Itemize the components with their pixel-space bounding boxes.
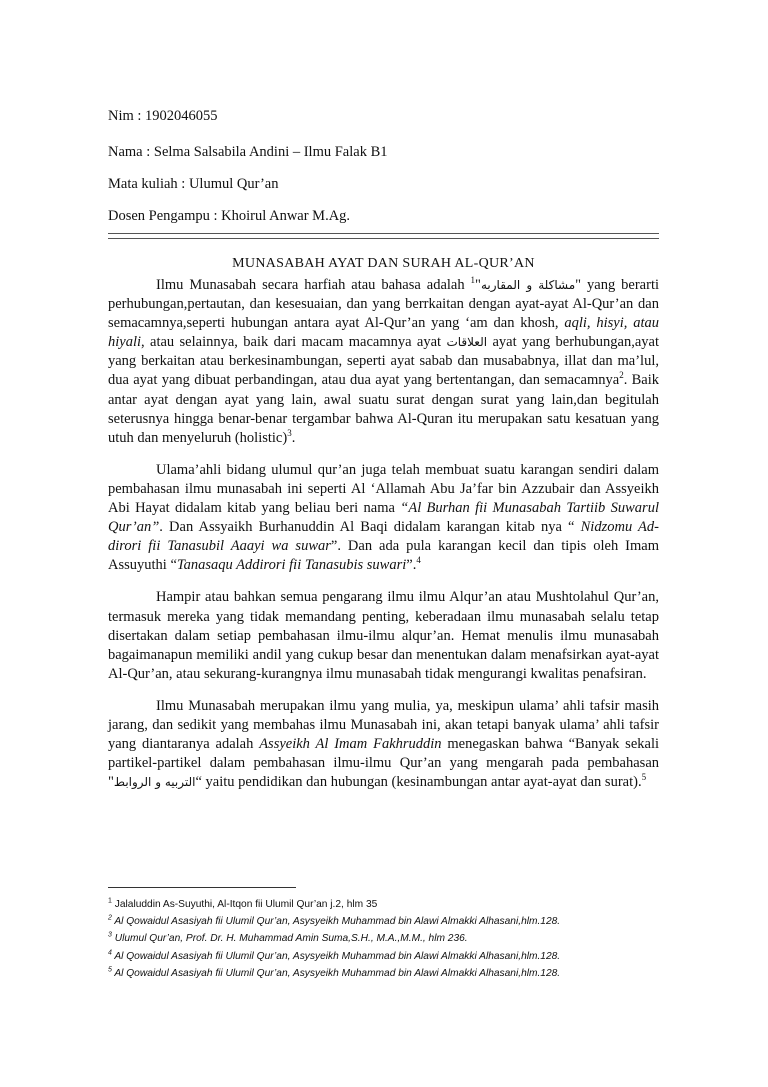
matkul-line: Mata kuliah : Ulumul Qur’an — [108, 176, 279, 192]
document-title: MUNASABAH AYAT DAN SURAH AL-QUR’AN — [232, 256, 535, 271]
footnote-ref-2: 2 — [619, 370, 624, 381]
footnote-item: $^5$ Al Qowaidul Asasiyah fii Ulumil Qur’an, Asysyeikh Muhammad bin Alawi Almakki Alhasani,hlm.128. — [108, 966, 561, 979]
footnote-ref-5: 5 — [641, 772, 647, 783]
arabic-term: مشاكلة و المقاربه — [480, 278, 576, 292]
footnote-item: $^1$ Jalaluddin As-Suyuthi, Al-Itqon fii Ulumil Qur’an j.2, hlm 35 — [108, 897, 378, 910]
paragraph-4: Ilmu Munasabah merupakan ilmu yang mulia, ya, meskipun ulama’ ahli tafsir masih jarang, dan sedikit yang membahas ilmu Munasabah ini, akan tetapi banyak ulama’ ahli tafsir yang diantaranya adalah Assyeikh Al Imam Fakhruddin menegaskan bahwa “Banyak sekali partikel-partikel dalam pembahasan ilmu-ilmu Qur’an yang mengarah pada pembahasan "التربيه و الروابط“ yaitu pendidikan dan hubungan (kesinambungan antar ayat-ayat dan surat).$^5$ — [108, 697, 659, 791]
paragraph-3: Hampir atau bahkan semua pengarang ilmu ilmu Alqur’an atau Mushtolahul Qur’an, termasuk mereka yang tidak memandang penting, keberadaan ilmu munasabah selalu tetap disertakan dalam setiap pembahasan ilmu-ilmu alqur’an. Hemat menulis ilmu munasabah bagaimanapun memiliki andil yang cukup besar dan menentukan dalam menafsirkan ayat-ayat Al-Qur’an, atau sekurang-kurangnya ilmu munasabah tidak mengurangi kwalitas penafsiran. — [108, 589, 659, 682]
footnote-item: $^3$ Ulumul Qur’an, Prof. Dr. H. Muhammad Amin Suma,S.H., M.A.,M.M., hlm 236. — [108, 932, 468, 945]
footnote-separator — [108, 887, 296, 888]
nama-line: Nama : Selma Salsabila Andini – Ilmu Falak B1 — [108, 144, 388, 160]
paragraph-1: Ilmu Munasabah secara harfiah atau bahasa adalah $^1$"مشاكلة و المقاربه" yang berarti perhubungan,pertautan, dan kesesuaian, dan yang berrkaitan dengan ayat-ayat Al-Qur’an dan semacamnya,seperti hubungan antara ayat Al-Qur’an yang ‘am dan khosh, aqli, hisyi, atau hiyali, atau selainnya, baik dari macam macamnya ayat العلاقات ayat yang berhubungan,ayat yang berkaitan atau berkesinambungan, seperti ayat sabab dan musababnya, illat dan ma’lul, dua ayat yang dibuat perbandingan, atau dua ayat yang bertentangan, dan semacamnya$^2$. Baik antar ayat dengan ayat yang lain, awal suatu surat dengan surat yang lain,dan begitulah seterusnya hingga benar-benar tergambar bahwa Al-Quran itu merupakan satu kesatuan yang utuh dan menyeluruh (holistic)$^3$. — [108, 275, 660, 446]
paragraph-2: Ulama’ahli bidang ulumul qur’an juga telah membuat suatu karangan sendiri dalam pembahasan ilmu munasabah ini seperti Al ‘Allamah Abu Ja’far bin Azzubair dan Assyeikh Abi Hayat didalam kitab yang beliau beri nama “Al Burhan fii Munasabah Tartiib Suwarul Qur’an”. Dan Assyaikh Burhanuddin Al Baqi didalam karangan kitab nya “ Nidzomu Ad-dirori fii Tanasubil Aaayi wa suwar”. Dan ada pula karangan kecil dan tipis oleh Imam Assuyuthi “Tanasaqu Addirori fii Tanasubis suwari”.$^4$ — [108, 461, 659, 574]
footnote-ref-4: 4 — [416, 555, 421, 566]
arabic-term: العلاقات — [446, 335, 488, 350]
arabic-term: التربيه و الروابط — [113, 775, 196, 790]
footnote-ref-1: 1 — [470, 275, 476, 286]
footnote-item: $^2$ Al Qowaidul Asasiyah fii Ulumil Qur’an, Asysyeikh Muhammad bin Alawi Almakki Alhasani,hlm.128. — [108, 914, 561, 928]
footnote-ref-3: 3 — [287, 427, 292, 438]
footnote-item: $^4$ Al Qowaidul Asasiyah fii Ulumil Qur’an, Asysyeikh Muhammad bin Alawi Almakki Alhasani,hlm.128. — [108, 949, 561, 962]
header-rule-top — [108, 233, 659, 234]
nim-line: Nim : 1902046055 — [108, 108, 218, 124]
dosen-line: Dosen Pengampu : Khoirul Anwar M.Ag. — [108, 208, 351, 224]
footnotes — [108, 896, 668, 982]
body-text — [108, 276, 659, 805]
header-rule-bottom — [108, 238, 659, 239]
